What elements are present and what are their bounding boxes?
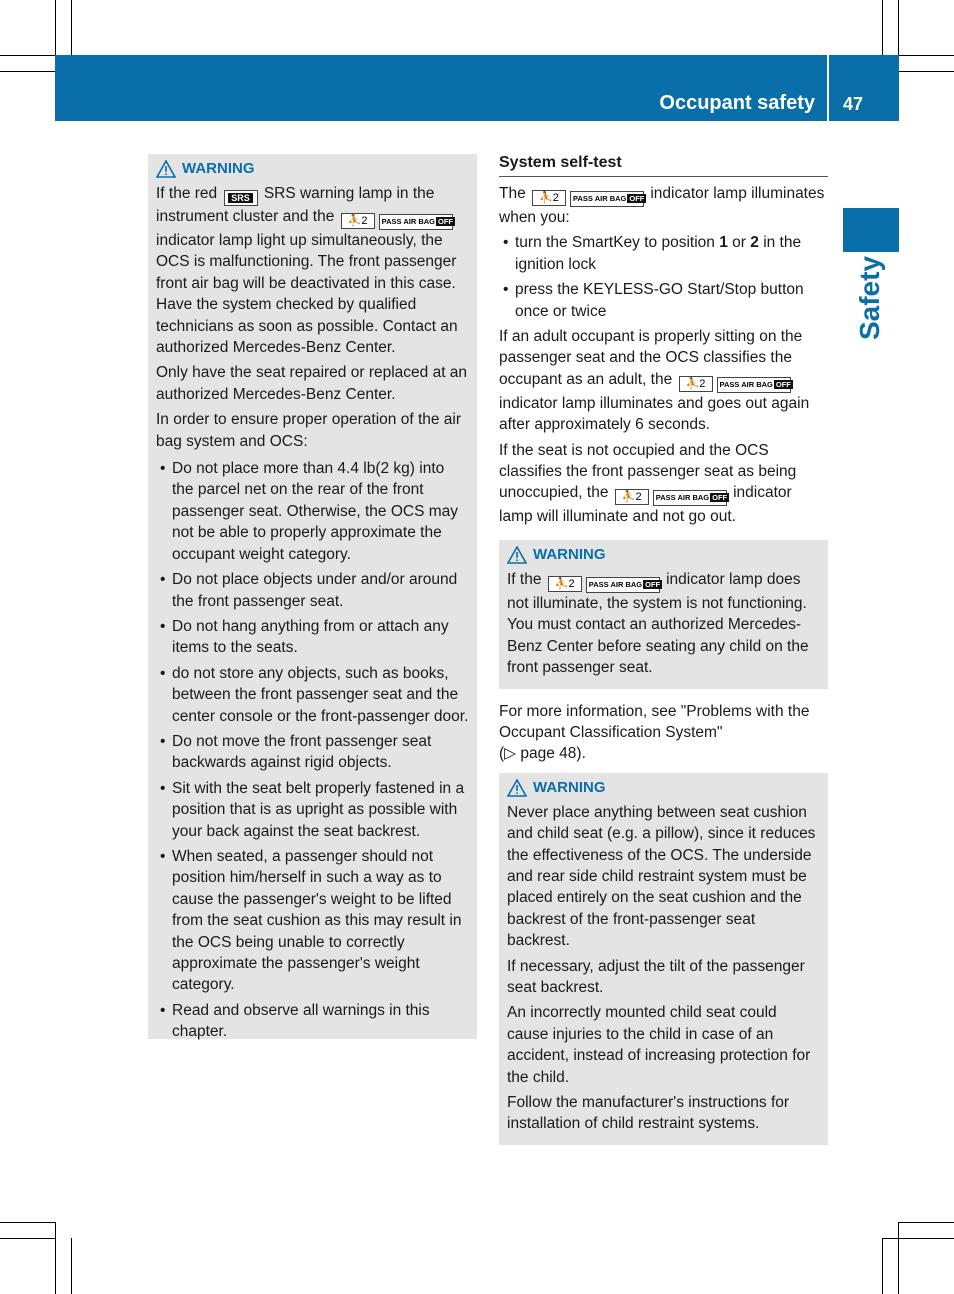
page-title: Occupant safety — [659, 92, 815, 114]
pass-air-bag-off-indicator-icon: PASS AIR BAG OFF — [653, 490, 727, 506]
crop-mark — [882, 0, 883, 55]
page-reference-link[interactable]: (▷ page 48). — [499, 745, 586, 763]
list-item: • Do not place more than 4.4 lb(2 kg) into the parcel net on the rear of the front passenger seat. Otherwise, the OCS may not be able to properly approximate the occupant weight category. — [156, 458, 469, 565]
header-divider — [827, 55, 829, 121]
seat-occupant-icon: ⛹2 — [341, 213, 375, 229]
seat-occupant-icon: ⛹2 — [548, 576, 582, 592]
left-warning-list — [156, 458, 469, 1043]
warning-box-indicator — [499, 540, 828, 689]
pass-air-bag-off-indicator-icon: PASS AIR BAG OFF — [586, 577, 660, 593]
crop-mark — [71, 0, 72, 55]
left-warning-p2: Only have the seat repaired or replaced at an authorized Mercedes-Benz Center. — [156, 364, 468, 403]
more-info-paragraph: For more information, see "Problems with the Occupant Classification System" (▷ page 48). — [499, 702, 810, 763]
seat-occupant-icon: ⛹2 — [532, 190, 566, 206]
crop-mark — [899, 1222, 954, 1223]
crop-mark — [0, 71, 55, 72]
crop-mark — [55, 1222, 56, 1294]
warning-heading: WARNING — [507, 544, 820, 566]
warning-text: Never place anything between seat cushion and child seat (e.g. a pillow), since it reduces the effectiveness of the OCS. The underside and rear side child restraint system must be placed entirely on the seat cushion and the backrest of the front-passenger seat backrest. — [507, 803, 816, 950]
crop-mark — [898, 1222, 899, 1294]
crop-mark — [898, 0, 899, 55]
crop-mark — [55, 0, 56, 55]
seat-occupant-icon: ⛹2 — [615, 489, 649, 505]
warning-text: If necessary, adjust the tilt of the passenger seat backrest. — [507, 957, 805, 996]
section-title: System self-test — [499, 152, 828, 177]
srs-warning-lamp-icon: SRS — [224, 190, 258, 206]
list-item: • do not store any objects, such as books, between the front passenger seat and the center console or the front-passenger door. — [156, 663, 469, 727]
side-tab — [843, 208, 899, 252]
unoccupied-seat-paragraph: If the seat is not occupied and the OCS classifies the front passenger seat as being unoccupied, the ⛹2 PASS AIR BAG OFF indicator lamp will illuminate and not go out. — [499, 441, 797, 526]
warning-text: An incorrectly mounted child seat could cause injuries to the child in case of an accident, instead of increasing protection for the child. — [507, 1004, 811, 1086]
warning-triangle-icon — [507, 546, 527, 564]
crop-mark — [0, 1238, 55, 1239]
warning-text: Follow the manufacturer's instructions for installation of child restraint systems. — [507, 1094, 790, 1133]
right-column — [499, 152, 828, 1145]
list-item: • turn the SmartKey to position 1 or 2 in the ignition lock — [499, 232, 828, 275]
page-number: 47 — [843, 94, 864, 114]
warning-text: If the ⛹2 PASS AIR BAG OFF indicator lamp does not illuminate, the system is not functioning. You must contact an authorized Mercedes-Benz Center before seating any child on the front passenger seat. — [507, 570, 809, 677]
list-item: • Do not move the front passenger seat backwards against rigid objects. — [156, 731, 469, 774]
left-warning-p1: If the red SRS SRS warning lamp in the instrument cluster and the ⛹2 PASS AIR BAG OFF indicator lamp light up simultaneously, the OCS is malfunctioning. The front passenger front air bag will be deactivated in this case. Have the system checked by qualified technicians as soon as possible. Contact an authorized Mercedes-Benz Center. — [156, 185, 458, 357]
left-warning-box — [148, 154, 477, 1039]
crop-mark — [71, 1238, 72, 1294]
warning-triangle-icon — [507, 779, 527, 797]
crop-mark — [882, 1238, 883, 1294]
list-item: • Read and observe all warnings in this chapter. — [156, 1000, 469, 1043]
pass-air-bag-off-indicator-icon: PASS AIR BAG OFF — [379, 214, 453, 230]
seat-occupant-icon: ⛹2 — [679, 376, 713, 392]
list-item: • press the KEYLESS-GO Start/Stop button once or twice — [499, 279, 828, 322]
list-item: • Sit with the seat belt properly fastened in a position that is as upright as possible with your back against the seat backrest. — [156, 778, 469, 842]
pass-air-bag-off-indicator-icon: PASS AIR BAG OFF — [717, 377, 791, 393]
crop-mark — [0, 55, 55, 56]
adult-occupant-paragraph: If an adult occupant is properly sitting on the passenger seat and the OCS classifies the occupant as an adult, the ⛹2 PASS AIR BAG OFF indicator lamp illuminates and goes out again after approximately 6 seconds. — [499, 328, 810, 434]
list-item: • Do not hang anything from or attach any items to the seats. — [156, 616, 469, 659]
crop-mark — [882, 1238, 954, 1239]
list-item: • Do not place objects under and/or around the front passenger seat. — [156, 569, 469, 612]
pass-air-bag-off-indicator-icon: PASS AIR BAG OFF — [570, 191, 644, 207]
warning-heading: WARNING — [507, 777, 820, 799]
header-bar — [55, 55, 899, 121]
crop-mark — [0, 1222, 55, 1223]
self-test-intro: The ⛹2 PASS AIR BAG OFF indicator lamp illuminates when you: — [499, 185, 825, 226]
crop-mark — [899, 55, 954, 56]
warning-triangle-icon — [156, 160, 176, 178]
left-warning-p3: In order to ensure proper operation of the air bag system and OCS: — [156, 411, 462, 450]
side-tab-label: Safety — [853, 255, 885, 341]
list-item: • When seated, a passenger should not position him/herself in such a way as to cause the passenger's weight to be lifted from the seat cushion as this may result in the OCS being unable to correctly approximate the passenger's weight category. — [156, 846, 469, 996]
warning-box-child-seat — [499, 773, 828, 1145]
crop-mark — [899, 71, 954, 72]
self-test-list — [499, 232, 828, 322]
warning-heading: WARNING — [156, 158, 469, 180]
